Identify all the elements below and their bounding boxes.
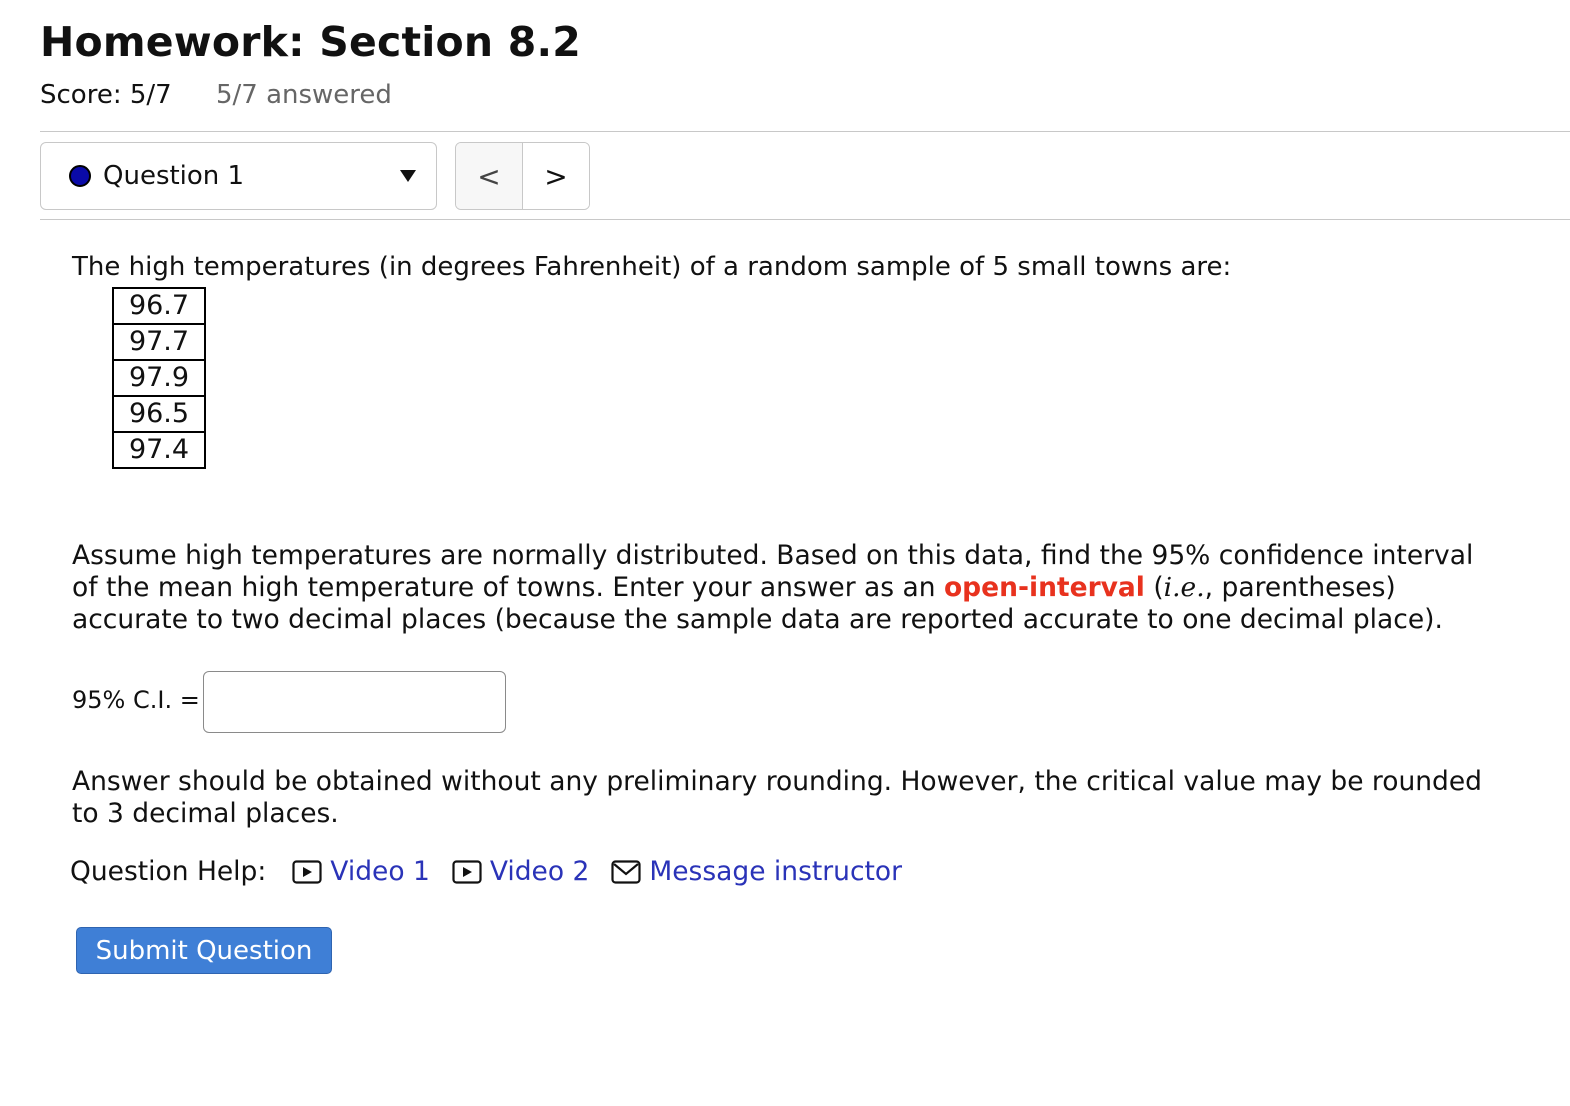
nav-divider <box>40 219 1570 220</box>
table-row <box>113 432 205 468</box>
table-cell: 97.9 <box>113 360 205 396</box>
question-help <box>70 856 924 887</box>
caret-down-icon <box>400 170 416 182</box>
open-interval-highlight: open-interval <box>943 572 1145 603</box>
table-cell: 96.5 <box>113 396 205 432</box>
temperature-table <box>112 287 206 469</box>
message-instructor-label: Message instructor <box>649 856 903 887</box>
ci-answer-input[interactable] <box>203 671 506 733</box>
table-row <box>113 360 205 396</box>
play-box-icon <box>292 860 322 884</box>
question-nav <box>455 142 590 210</box>
video-2-link[interactable] <box>452 856 590 887</box>
score-text: Score: 5/7 <box>40 80 172 110</box>
table-cell: 97.7 <box>113 324 205 360</box>
question-help-label: Question Help: <box>70 856 267 887</box>
envelope-icon <box>611 860 641 884</box>
question-select-label: Question 1 <box>103 161 245 191</box>
table-row <box>113 288 205 324</box>
instructions-text: Assume high temperatures are normally distributed. Based on this data, find the 95% confidence interval of the mean high temperature of towns. Enter your answer as an <box>72 540 1474 603</box>
answered-count: 5/7 answered <box>215 80 392 110</box>
video-2-label: Video 2 <box>489 856 590 887</box>
question-select[interactable] <box>40 142 437 210</box>
table-cell: 96.7 <box>113 288 205 324</box>
video-1-label: Video 1 <box>330 856 430 887</box>
message-instructor-link[interactable] <box>611 856 902 887</box>
instructions-text: , parentheses) accurate to two decimal places (because the sample data are reported accurate to one decimal place). <box>72 572 1443 635</box>
table-row <box>113 396 205 432</box>
previous-question-button[interactable]: < <box>456 143 522 209</box>
rounding-note: Answer should be obtained without any preliminary rounding. However, the critical value may be rounded to 3 decimal places. <box>72 766 1482 829</box>
ci-label: 95% C.I. = <box>72 686 200 714</box>
score-row <box>40 80 392 110</box>
question-intro: The high temperatures (in degrees Fahrenheit) of a random sample of 5 small towns are: <box>72 252 1232 282</box>
table-cell: 97.4 <box>113 432 205 468</box>
page-title: Homework: Section 8.2 <box>40 18 581 66</box>
instructions-text: ( <box>1144 572 1164 603</box>
question-status-icon <box>69 165 91 187</box>
submit-question-button[interactable]: Submit Question <box>76 927 332 974</box>
question-instructions <box>72 540 1482 636</box>
play-box-icon <box>452 860 482 884</box>
next-question-button[interactable]: > <box>522 143 589 209</box>
header-divider <box>40 131 1570 132</box>
video-1-link[interactable] <box>292 856 430 887</box>
table-row <box>113 324 205 360</box>
instructions-italic: i.e. <box>1163 572 1205 603</box>
